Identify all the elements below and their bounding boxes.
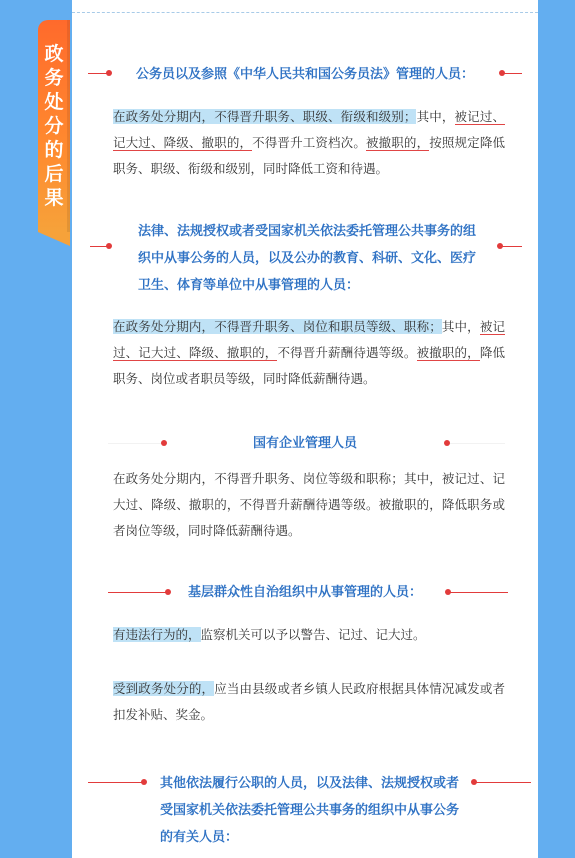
heading-1: 公务员以及参照《中华人民共和国公务员法》管理的人员： [135, 67, 474, 82]
section-2-text-a: 其中， [441, 319, 480, 334]
heading-2: 法律、法规授权或者受国家机关依法委托管理公共事务的组织中从事公务的人员，以及公办的教育、科研、文化、医疗卫生、体育等单位中从事管理的人员： [138, 224, 477, 293]
section-2-highlight: 在政务处分期内，不得晋升职务、岗位和职员等级、职称； [113, 319, 442, 334]
section-4-highlight-1: 有违法行为的， [113, 627, 201, 642]
ribbon-title: 政务处分的后果 [44, 43, 64, 209]
section-4-body-1 [113, 622, 505, 648]
section-1-text-b: 不得晋升工资档次。 [252, 135, 366, 150]
heading-5-rule-left [88, 782, 143, 783]
section-4-text-b: 应当由县级或者乡镇人民政府根据具体情况减发或者扣发补贴、奖金。 [113, 681, 505, 722]
heading-5-dot-left [141, 779, 147, 785]
section-4-highlight-2: 受到政务处分的， [113, 681, 215, 696]
section-2-text-b: 不得晋升薪酬待遇等级。 [277, 345, 417, 360]
section-1-body [113, 104, 505, 182]
top-dashed-divider [72, 12, 538, 13]
section-2-text-c: 降低职务、岗位或者职员等级，同时降低薪酬待遇。 [113, 345, 505, 386]
section-4-body-2 [113, 676, 505, 728]
heading-3-rule-right [450, 443, 505, 444]
heading-1-rule-right [500, 73, 522, 74]
section-1-text-c: 按照规定降低职务、职级、衔级和级别，同时降低工资和待遇。 [113, 135, 505, 176]
heading-5: 其他依法履行公职的人员，以及法律、法规授权或者受国家机关依法委托管理公共事务的组织中从事公务的有关人员： [160, 776, 460, 845]
section-4-text-a: 监察机关可以予以警告、记过、记大过。 [200, 627, 426, 642]
section-1-underline: 被记过、记大过、降级、撤职的， [113, 109, 505, 150]
heading-4: 基层群众性自治组织中从事管理的人员： [187, 585, 422, 600]
section-2-underline-2: 被撤职的， [416, 345, 480, 360]
section-1-text-a: 其中， [416, 109, 455, 124]
section-2-underline: 被记过、记大过、降级、撤职的， [113, 319, 505, 360]
section-ribbon [38, 20, 70, 232]
section-3-body: 在政务处分期内，不得晋升职务、岗位等级和职称；其中，被记过、记大过、降级、撤职的，不得晋升薪酬待遇等级。被撤职的，降低职务或者岗位等级，同时降低薪酬待遇。 [113, 471, 505, 538]
heading-4-rule-right [450, 592, 508, 593]
heading-2-dot-left [106, 243, 112, 249]
heading-5-rule-right [476, 782, 531, 783]
section-1-highlight: 在政务处分期内，不得晋升职务、职级、衔级和级别； [113, 109, 417, 124]
heading-3: 国有企业管理人员 [252, 436, 357, 451]
heading-2-rule-right [500, 246, 522, 247]
section-1-underline-2: 被撤职的， [365, 135, 430, 150]
section-2-body [113, 314, 505, 392]
